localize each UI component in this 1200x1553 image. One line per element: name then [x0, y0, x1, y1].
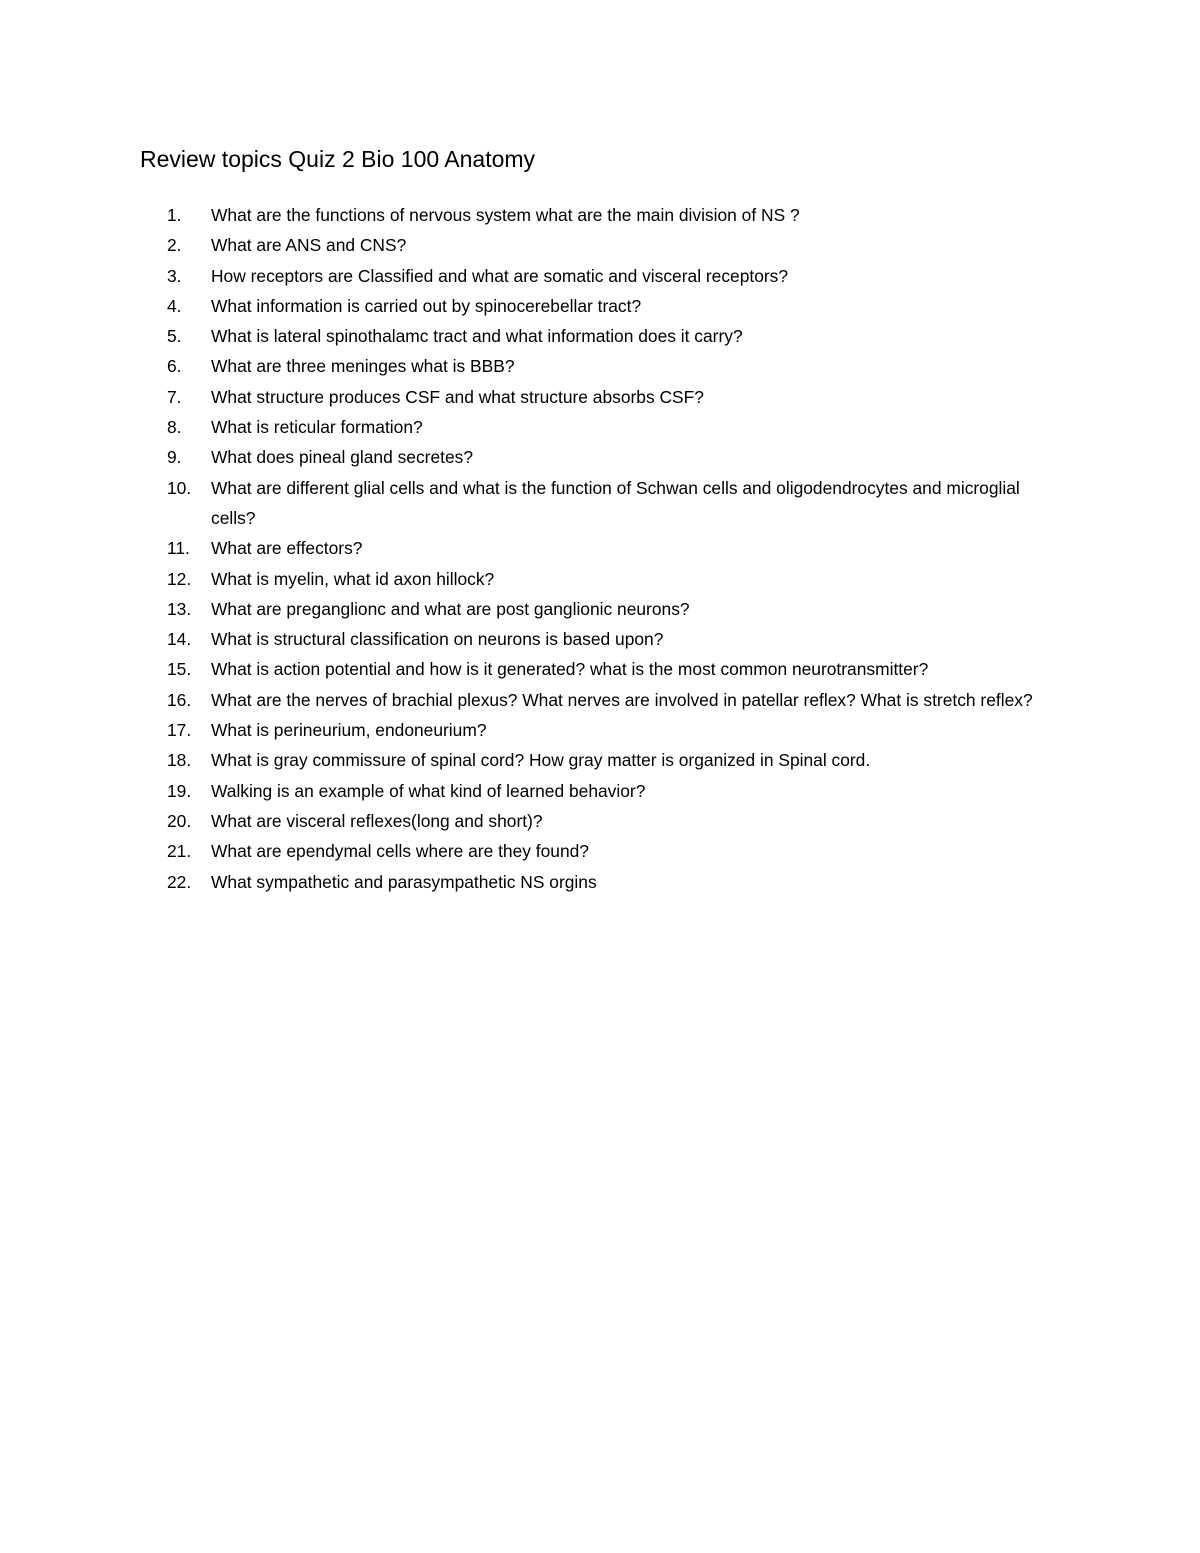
question-number	[140, 382, 211, 412]
question-number	[140, 412, 211, 442]
list-item	[140, 867, 1060, 897]
question-number-label: 7.	[167, 386, 182, 407]
list-item	[140, 351, 1060, 381]
question-number	[140, 473, 211, 503]
question-number-label: 12.	[167, 568, 192, 589]
list-item	[140, 473, 1060, 534]
list-item	[140, 624, 1060, 654]
question-number	[140, 715, 211, 745]
question-text: What are the nerves of brachial plexus? What nerves are involved in patellar reflex? What is stretch reflex?	[211, 689, 1033, 710]
list-item	[140, 564, 1060, 594]
list-item	[140, 776, 1060, 806]
question-number	[140, 200, 211, 230]
question-text: What are visceral reflexes(long and short)?	[211, 810, 543, 831]
question-number	[140, 867, 211, 897]
question-text: What is action potential and how is it generated? what is the most common neurotransmitter?	[211, 659, 929, 680]
question-number	[140, 745, 211, 775]
question-number-label: 22.	[167, 871, 192, 892]
question-text: What are ependymal cells where are they found?	[211, 841, 589, 862]
question-number	[140, 261, 211, 291]
list-item	[140, 745, 1060, 775]
question-number-label: 18.	[167, 750, 192, 771]
question-number	[140, 564, 211, 594]
question-number-label: 3.	[167, 265, 182, 286]
question-text: What is structural classification on neurons is based upon?	[211, 629, 664, 650]
question-number-label: 11.	[167, 538, 190, 559]
question-number	[140, 836, 211, 866]
question-number	[140, 533, 211, 563]
question-list	[140, 200, 1060, 897]
list-item	[140, 836, 1060, 866]
question-number-label: 21.	[167, 841, 192, 862]
list-item	[140, 321, 1060, 351]
question-text: What sympathetic and parasympathetic NS orgins	[211, 871, 597, 892]
question-text: What are effectors?	[211, 538, 363, 559]
question-text: What is myelin, what id axon hillock?	[211, 568, 495, 589]
question-number	[140, 230, 211, 260]
question-number-label: 16.	[167, 689, 192, 710]
question-text: What is gray commissure of spinal cord? How gray matter is organized in Spinal cord.	[211, 750, 871, 771]
question-number	[140, 654, 211, 684]
question-text: What are preganglionc and what are post ganglionic neurons?	[211, 598, 690, 619]
list-item	[140, 412, 1060, 442]
question-number	[140, 806, 211, 836]
list-item	[140, 291, 1060, 321]
list-item	[140, 261, 1060, 291]
question-text: Walking is an example of what kind of learned behavior?	[211, 780, 646, 801]
question-number-label: 5.	[167, 326, 182, 347]
question-number	[140, 624, 211, 654]
question-number-label: 17.	[167, 720, 192, 741]
question-text: What are the functions of nervous system what are the main division of NS ?	[211, 205, 800, 225]
question-text: How receptors are Classified and what are somatic and visceral receptors?	[211, 265, 789, 286]
list-item	[140, 715, 1060, 745]
question-number-label: 2.	[167, 235, 182, 256]
list-item	[140, 200, 1060, 230]
list-item	[140, 594, 1060, 624]
question-number	[140, 776, 211, 806]
question-text: What is reticular formation?	[211, 417, 423, 438]
list-item	[140, 442, 1060, 472]
question-text: What are ANS and CNS?	[211, 235, 407, 256]
question-number-label: 15.	[167, 659, 192, 680]
question-number-label: 8.	[167, 417, 182, 438]
question-number-label: 1.	[167, 205, 182, 225]
question-number-label: 10.	[167, 477, 192, 498]
question-text: What does pineal gland secretes?	[211, 447, 473, 468]
question-number-label: 6.	[167, 356, 182, 377]
question-text: What information is carried out by spinocerebellar tract?	[211, 295, 642, 316]
question-text: What is lateral spinothalamc tract and what information does it carry?	[211, 326, 743, 347]
question-number-label: 4.	[167, 295, 182, 316]
question-number	[140, 685, 211, 715]
page-title: Review topics Quiz 2 Bio 100 Anatomy	[140, 146, 536, 172]
list-item	[140, 533, 1060, 563]
list-item	[140, 654, 1060, 684]
question-number-label: 14.	[167, 629, 192, 650]
question-text: What are different glial cells and what is the function of Schwan cells and oligodendrocytes and microglial cells?	[211, 477, 1020, 528]
question-number	[140, 321, 211, 351]
list-item	[140, 230, 1060, 260]
question-number	[140, 291, 211, 321]
question-number-label: 19.	[167, 780, 192, 801]
list-item	[140, 806, 1060, 836]
question-text: What structure produces CSF and what structure absorbs CSF?	[211, 386, 704, 407]
list-item	[140, 382, 1060, 412]
question-text: What are three meninges what is BBB?	[211, 356, 515, 377]
question-number	[140, 594, 211, 624]
question-number-label: 9.	[167, 447, 182, 468]
question-number	[140, 351, 211, 381]
question-number-label: 13.	[167, 598, 192, 619]
question-number-label: 20.	[167, 810, 192, 831]
question-number	[140, 442, 211, 472]
list-item	[140, 685, 1060, 715]
question-text: What is perineurium, endoneurium?	[211, 720, 487, 741]
